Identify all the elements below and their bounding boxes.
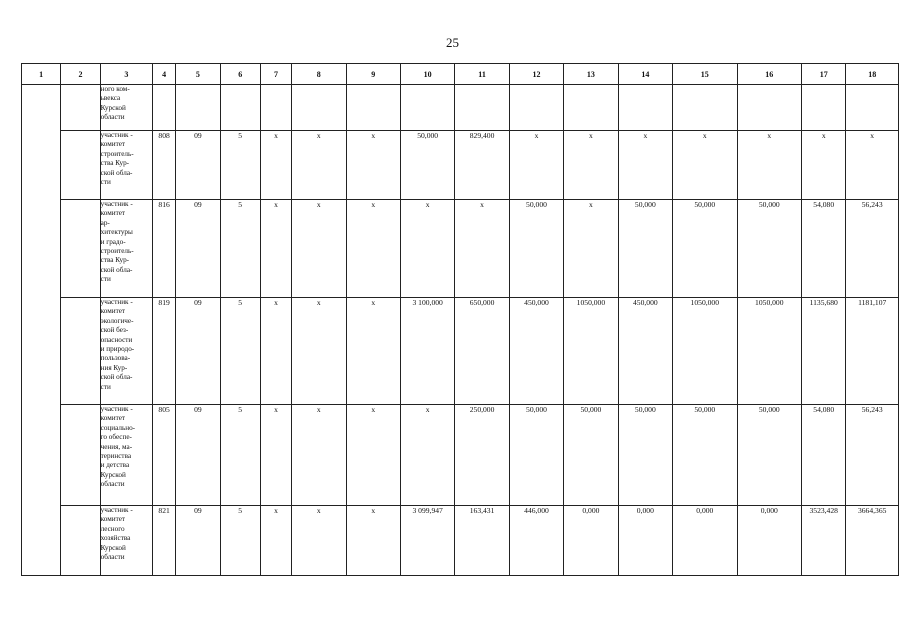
value-cell: x: [260, 298, 291, 405]
participant-description: участник - комитет социально- го обеспе- чения, ма- теринства и детства Курской области: [100, 405, 152, 506]
column-header: 8: [292, 64, 346, 85]
value-cell: x: [260, 405, 291, 506]
value-cell: [802, 85, 846, 131]
value-cell: 808: [153, 131, 176, 200]
value-cell: x: [618, 131, 672, 200]
participant-description: участник - комитет ар- хитектуры и градо- строитель- ства Кур- ской обла- сти: [100, 200, 152, 298]
value-cell: [737, 85, 802, 131]
value-cell: x: [346, 405, 400, 506]
page-number: 25: [446, 35, 459, 50]
value-cell: 54,080: [802, 200, 846, 298]
value-cell: 0,000: [737, 506, 802, 576]
value-cell: 3523,428: [802, 506, 846, 576]
value-cell: 50,000: [564, 405, 618, 506]
value-cell: 50,000: [673, 200, 738, 298]
value-cell: 5: [220, 200, 260, 298]
value-cell: x: [400, 405, 454, 506]
table-row: [22, 85, 899, 131]
column-header: 14: [618, 64, 672, 85]
value-cell: x: [509, 131, 563, 200]
value-cell: 450,000: [509, 298, 563, 405]
value-cell: 163,431: [455, 506, 509, 576]
empty-cell-col-2: [61, 298, 100, 405]
value-cell: 50,000: [737, 200, 802, 298]
value-cell: x: [455, 200, 509, 298]
merged-cell-col-1: [22, 85, 61, 576]
value-cell: [509, 85, 563, 131]
value-cell: 829,400: [455, 131, 509, 200]
value-cell: 5: [220, 298, 260, 405]
value-cell: x: [846, 131, 899, 200]
value-cell: [292, 85, 346, 131]
value-cell: 50,000: [673, 405, 738, 506]
value-cell: x: [737, 131, 802, 200]
column-header: 9: [346, 64, 400, 85]
column-header: 15: [673, 64, 738, 85]
value-cell: [846, 85, 899, 131]
value-cell: 09: [176, 506, 220, 576]
value-cell: x: [346, 506, 400, 576]
value-cell: 50,000: [400, 131, 454, 200]
value-cell: 3664,365: [846, 506, 899, 576]
value-cell: x: [400, 200, 454, 298]
column-header: 1: [22, 64, 61, 85]
value-cell: 50,000: [618, 200, 672, 298]
value-cell: [220, 85, 260, 131]
value-cell: 1181,107: [846, 298, 899, 405]
value-cell: 3 100,000: [400, 298, 454, 405]
value-cell: 50,000: [509, 200, 563, 298]
value-cell: 1050,000: [564, 298, 618, 405]
value-cell: x: [260, 131, 291, 200]
value-cell: 0,000: [618, 506, 672, 576]
value-cell: 0,000: [673, 506, 738, 576]
column-header: 10: [400, 64, 454, 85]
budget-table: [21, 63, 899, 576]
column-header: 5: [176, 64, 220, 85]
value-cell: 09: [176, 131, 220, 200]
value-cell: x: [260, 506, 291, 576]
value-cell: [673, 85, 738, 131]
value-cell: x: [292, 298, 346, 405]
value-cell: 1135,680: [802, 298, 846, 405]
value-cell: x: [292, 405, 346, 506]
value-cell: 1050,000: [673, 298, 738, 405]
value-cell: 805: [153, 405, 176, 506]
value-cell: 821: [153, 506, 176, 576]
value-cell: 09: [176, 200, 220, 298]
value-cell: x: [564, 200, 618, 298]
column-header: 16: [737, 64, 802, 85]
value-cell: x: [346, 298, 400, 405]
value-cell: 3 099,947: [400, 506, 454, 576]
column-header: 17: [802, 64, 846, 85]
column-header: 6: [220, 64, 260, 85]
column-header: 3: [100, 64, 152, 85]
value-cell: 5: [220, 131, 260, 200]
value-cell: 50,000: [618, 405, 672, 506]
value-cell: 56,243: [846, 200, 899, 298]
table-row: [22, 131, 899, 200]
table-row: [22, 405, 899, 506]
empty-cell-col-2: [61, 200, 100, 298]
value-cell: x: [346, 200, 400, 298]
value-cell: x: [564, 131, 618, 200]
column-header: 12: [509, 64, 563, 85]
value-cell: 09: [176, 405, 220, 506]
column-header: 11: [455, 64, 509, 85]
table-body: [22, 85, 899, 576]
value-cell: [455, 85, 509, 131]
value-cell: 446,000: [509, 506, 563, 576]
column-header: 7: [260, 64, 291, 85]
participant-description: участник - комитет лесного хозяйства Курской области: [100, 506, 152, 576]
value-cell: x: [292, 200, 346, 298]
column-header: 13: [564, 64, 618, 85]
value-cell: 50,000: [509, 405, 563, 506]
participant-description: ного ком- ьвекса Курской области: [100, 85, 152, 131]
value-cell: [260, 85, 291, 131]
value-cell: [618, 85, 672, 131]
value-cell: 1050,000: [737, 298, 802, 405]
value-cell: 450,000: [618, 298, 672, 405]
empty-cell-col-2: [61, 85, 100, 131]
empty-cell-col-2: [61, 405, 100, 506]
value-cell: [346, 85, 400, 131]
value-cell: 250,000: [455, 405, 509, 506]
column-header: 4: [153, 64, 176, 85]
value-cell: 50,000: [737, 405, 802, 506]
table-row: [22, 200, 899, 298]
value-cell: 5: [220, 405, 260, 506]
value-cell: x: [673, 131, 738, 200]
participant-description: участник - комитет строитель- ства Кур- ской обла- сти: [100, 131, 152, 200]
value-cell: 650,000: [455, 298, 509, 405]
value-cell: 54,080: [802, 405, 846, 506]
value-cell: x: [292, 131, 346, 200]
value-cell: 816: [153, 200, 176, 298]
value-cell: [400, 85, 454, 131]
value-cell: [176, 85, 220, 131]
value-cell: x: [260, 200, 291, 298]
table-row: [22, 298, 899, 405]
empty-cell-col-2: [61, 506, 100, 576]
value-cell: [153, 85, 176, 131]
column-header: 2: [61, 64, 100, 85]
value-cell: [564, 85, 618, 131]
column-header: 18: [846, 64, 899, 85]
value-cell: 0,000: [564, 506, 618, 576]
empty-cell-col-2: [61, 131, 100, 200]
table-row: [22, 506, 899, 576]
column-number-row: [22, 64, 899, 85]
value-cell: x: [802, 131, 846, 200]
value-cell: x: [346, 131, 400, 200]
value-cell: 819: [153, 298, 176, 405]
value-cell: x: [292, 506, 346, 576]
value-cell: 56,243: [846, 405, 899, 506]
value-cell: 09: [176, 298, 220, 405]
value-cell: 5: [220, 506, 260, 576]
participant-description: участник - комитет экологиче- ской без- опасности и природо- пользова- ния Кур- ской обла- сти: [100, 298, 152, 405]
